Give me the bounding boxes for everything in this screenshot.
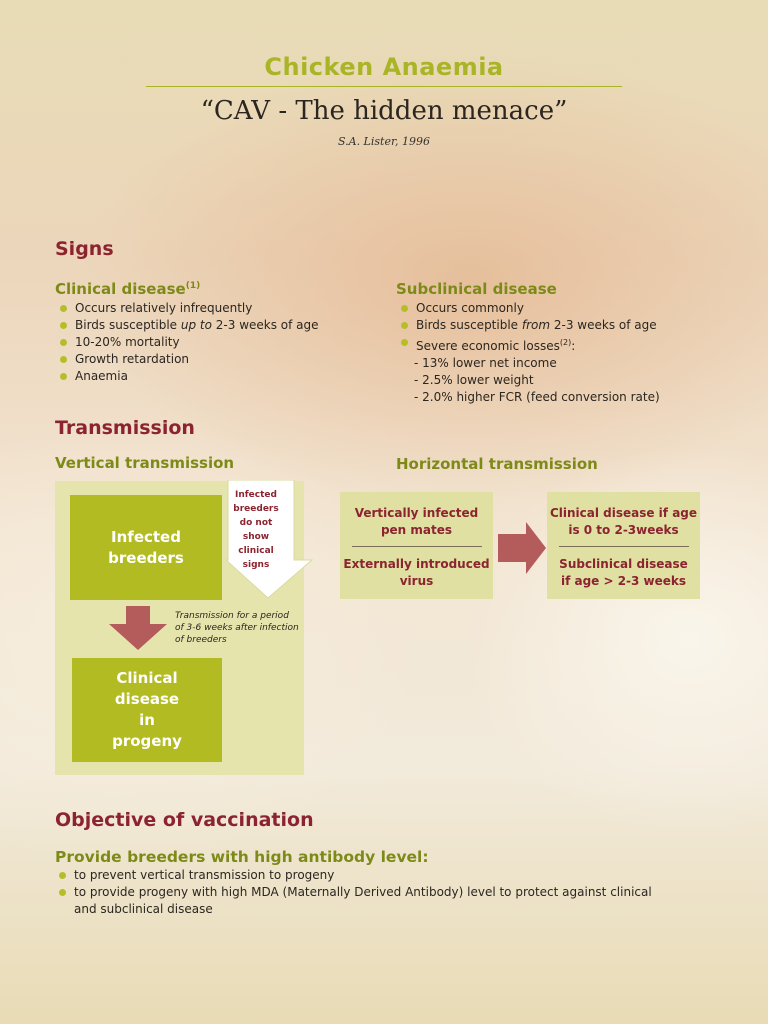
title-divider: [146, 86, 622, 87]
down-arrow-icon: [109, 606, 167, 650]
clinical-disease-heading-text: Clinical disease: [55, 280, 186, 298]
list-item: Birds susceptible up to 2-3 weeks of age: [55, 317, 375, 334]
outcome-clinical: Clinical disease if age is 0 to 2-3weeks: [549, 506, 698, 537]
infected-breeders-box: Infected breeders: [70, 495, 222, 600]
page-title: Chicken Anaemia: [264, 53, 504, 81]
list-item: Growth retardation: [55, 351, 375, 368]
signs-heading: Signs: [55, 238, 114, 260]
outcome-divider: [559, 546, 689, 547]
outcome-subclinical: Subclinical disease if age > 2-3 weeks: [559, 557, 688, 588]
list-item: - 13% lower net income: [414, 356, 557, 370]
page-subtitle: “CAV - The hidden menace”: [200, 96, 568, 126]
transmission-period-note: Transmission for a period of 3-6 weeks after infection of breeders: [175, 611, 299, 645]
clinical-footnote: (1): [185, 281, 201, 291]
source-divider: [352, 546, 482, 547]
list-item: to prevent vertical transmission to progeny: [54, 867, 694, 884]
vaccination-subheading: Provide breeders with high antibody level:: [55, 848, 429, 866]
vaccination-list: [54, 867, 694, 918]
clinical-disease-progeny-box: Clinical disease in progeny: [72, 658, 222, 762]
list-item: to provide progeny with high MDA (Maternally Derived Antibody) level to protect against clinical and subclinical disease: [54, 884, 694, 918]
right-arrow-icon: [498, 522, 546, 574]
list-item: Anaemia: [55, 368, 375, 385]
horizontal-transmission-heading: Horizontal transmission: [396, 455, 598, 473]
list-item: Severe economic losses$^{(2)}$:: [396, 334, 736, 355]
list-item: 10-20% mortality: [55, 334, 375, 351]
transmission-heading: Transmission: [55, 417, 195, 439]
source-vertically-infected: Vertically infected pen mates: [354, 506, 479, 537]
subclinical-signs-list: [396, 300, 736, 406]
vertical-transmission-heading: Vertical transmission: [55, 454, 235, 472]
list-item: - 2.0% higher FCR (feed conversion rate): [414, 390, 660, 404]
author-citation: S.A. Lister, 1996: [337, 135, 430, 148]
source-externally-introduced: Externally introduced virus: [343, 557, 490, 588]
clinical-signs-list: [55, 300, 375, 385]
clinical-disease-heading: [55, 280, 200, 298]
list-item: Birds susceptible from 2-3 weeks of age: [396, 317, 736, 334]
list-item: - 2.5% lower weight: [414, 373, 534, 387]
vaccination-heading: Objective of vaccination: [55, 809, 314, 831]
list-item: Occurs commonly: [396, 300, 736, 317]
subclinical-disease-heading: Subclinical disease: [396, 280, 557, 298]
list-item: Occurs relatively infrequently: [55, 300, 375, 317]
callout-text: Infected breeders do not show clinical signs: [233, 490, 279, 570]
